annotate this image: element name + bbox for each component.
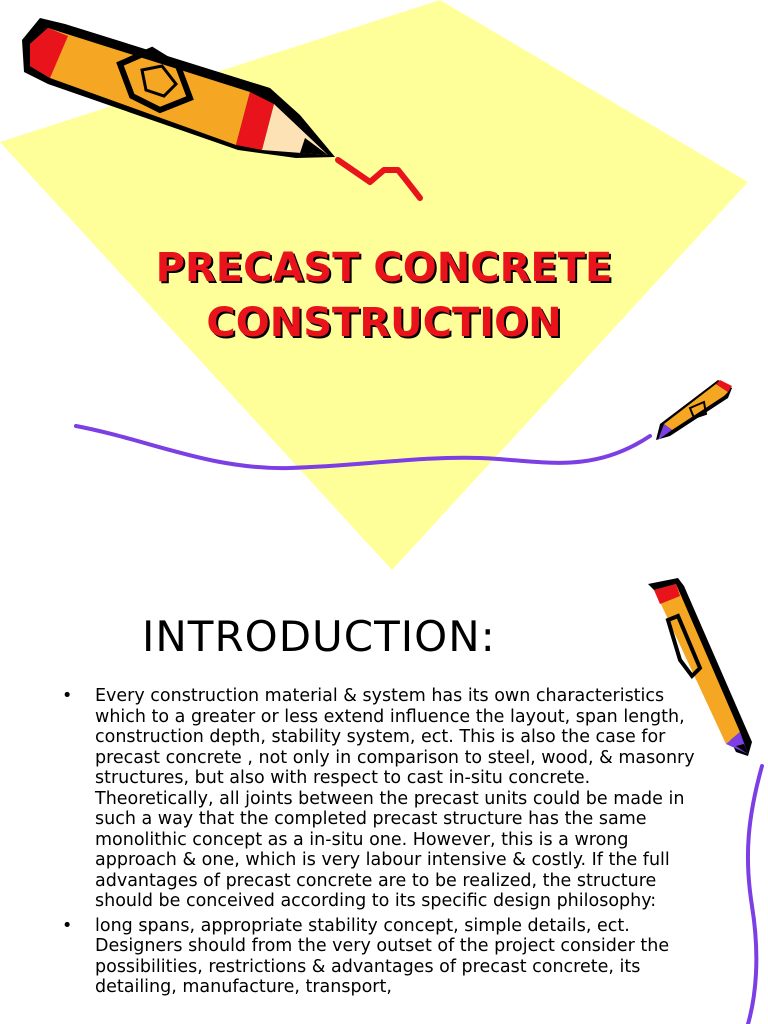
intro-heading: INTRODUCTION: xyxy=(142,612,496,661)
small-pencil-icon xyxy=(656,380,732,440)
bullet-list xyxy=(62,686,702,1002)
bullet-text: long spans, appropriate stability concept, simple details, ect. Designers should from the very outset of the project consider the possibilities, restrictions & advantages of precast concrete, its detailing, manufacture, transport, xyxy=(95,915,670,997)
bullet-item xyxy=(62,686,702,912)
bullet-marker: • xyxy=(62,686,73,706)
bullet-item xyxy=(62,916,702,998)
title-line-1: PRECAST CONCRETE xyxy=(155,245,613,291)
title-line-2: CONSTRUCTION xyxy=(206,300,562,346)
bullet-text: Every construction material & system has its own characteristics which to a greater or less extend influence the layout, span length, construction depth, stability system, ect. This is also the case for precast concrete , not only in comparison to steel, wood, & masonry structures, but also with respect to cast in-situ concrete. Theoretically, all joints between the precast units could be made in such a way that the completed precast structure has the same monolithic concept as a in-situ one. However, this is a wrong approach & one, which is very labour intensive & costly. If the full advantages of precast concrete are to be realized, the structure should be conceived according to its specific design philosophy: xyxy=(95,686,695,911)
bullet-marker: • xyxy=(62,915,73,936)
introduction-slide xyxy=(0,576,768,1024)
purple-squiggle-right xyxy=(748,766,762,1024)
